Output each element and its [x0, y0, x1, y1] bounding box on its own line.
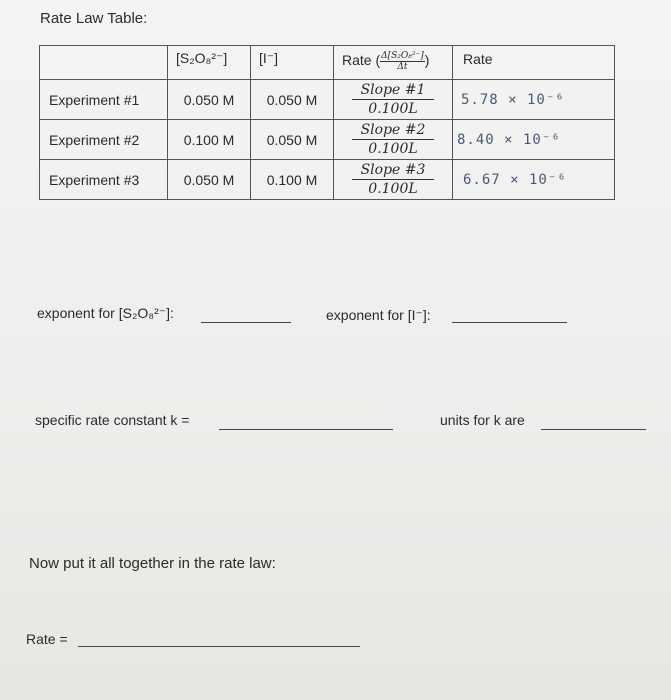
iodide-concentration: 0.050 M — [251, 120, 334, 160]
slope-denominator: 0.100L — [368, 101, 418, 117]
units-k-answer-line[interactable] — [541, 429, 646, 430]
rate-fraction-numerator: Δ[S₂O₈²⁻] — [381, 51, 424, 61]
header-empty-cell — [40, 46, 168, 80]
experiment-label: Experiment #2 — [40, 120, 168, 160]
exponent-s2o8-answer-line[interactable] — [201, 322, 291, 323]
table-row — [40, 80, 615, 120]
iodide-concentration: 0.100 M — [251, 160, 334, 200]
s2o8-concentration: 0.100 M — [168, 120, 251, 160]
iodide-concentration: 0.050 M — [251, 80, 334, 120]
rate-value-cell — [453, 160, 615, 200]
units-k-label: units for k are — [440, 412, 525, 428]
rate-prefix: Rate ( — [342, 52, 381, 69]
slope-label: Slope #3 — [352, 162, 434, 180]
put-together-instruction: Now put it all together in the rate law: — [29, 555, 276, 572]
table-row — [40, 120, 615, 160]
rate-value-handwritten: 8.40 × 10⁻⁶ — [457, 132, 561, 148]
rate-value-cell — [453, 80, 615, 120]
experiment-label: Experiment #3 — [40, 160, 168, 200]
rate-constant-label: specific rate constant k = — [35, 412, 190, 428]
slope-cell — [334, 160, 453, 200]
header-iodide: [I⁻] — [251, 46, 334, 80]
table-header-row — [40, 46, 615, 80]
s2o8-concentration: 0.050 M — [168, 160, 251, 200]
rate-value-cell — [453, 120, 615, 160]
rate-law-answer-line[interactable] — [78, 646, 360, 647]
exponent-iodide-answer-line[interactable] — [452, 322, 567, 323]
rate-suffix: ) — [424, 52, 430, 69]
slope-cell — [334, 80, 453, 120]
rate-law-table — [39, 45, 615, 200]
slope-denominator: 0.100L — [368, 181, 418, 197]
s2o8-concentration: 0.050 M — [168, 80, 251, 120]
rate-fraction-denominator: Δt — [397, 62, 408, 72]
rate-fraction — [380, 51, 425, 72]
experiment-label: Experiment #1 — [40, 80, 168, 120]
page-title: Rate Law Table: — [40, 10, 148, 27]
slope-denominator: 0.100L — [368, 141, 418, 157]
slope-label: Slope #1 — [352, 82, 434, 100]
header-s2o8: [S₂O₈²⁻] — [168, 46, 251, 80]
rate-constant-answer-line[interactable] — [219, 429, 393, 430]
slope-cell — [334, 120, 453, 160]
rate-equals-label: Rate = — [26, 631, 68, 647]
exponent-s2o8-label: exponent for [S₂O₈²⁻]: — [37, 305, 174, 321]
header-rate-expression — [334, 46, 453, 80]
exponent-iodide-label: exponent for [I⁻]: — [326, 307, 431, 323]
slope-label: Slope #2 — [352, 122, 434, 140]
rate-value-handwritten: 5.78 × 10⁻⁶ — [461, 92, 565, 108]
rate-value-handwritten: 6.67 × 10⁻⁶ — [463, 172, 567, 188]
table-row — [40, 160, 615, 200]
header-rate: Rate — [453, 46, 615, 80]
